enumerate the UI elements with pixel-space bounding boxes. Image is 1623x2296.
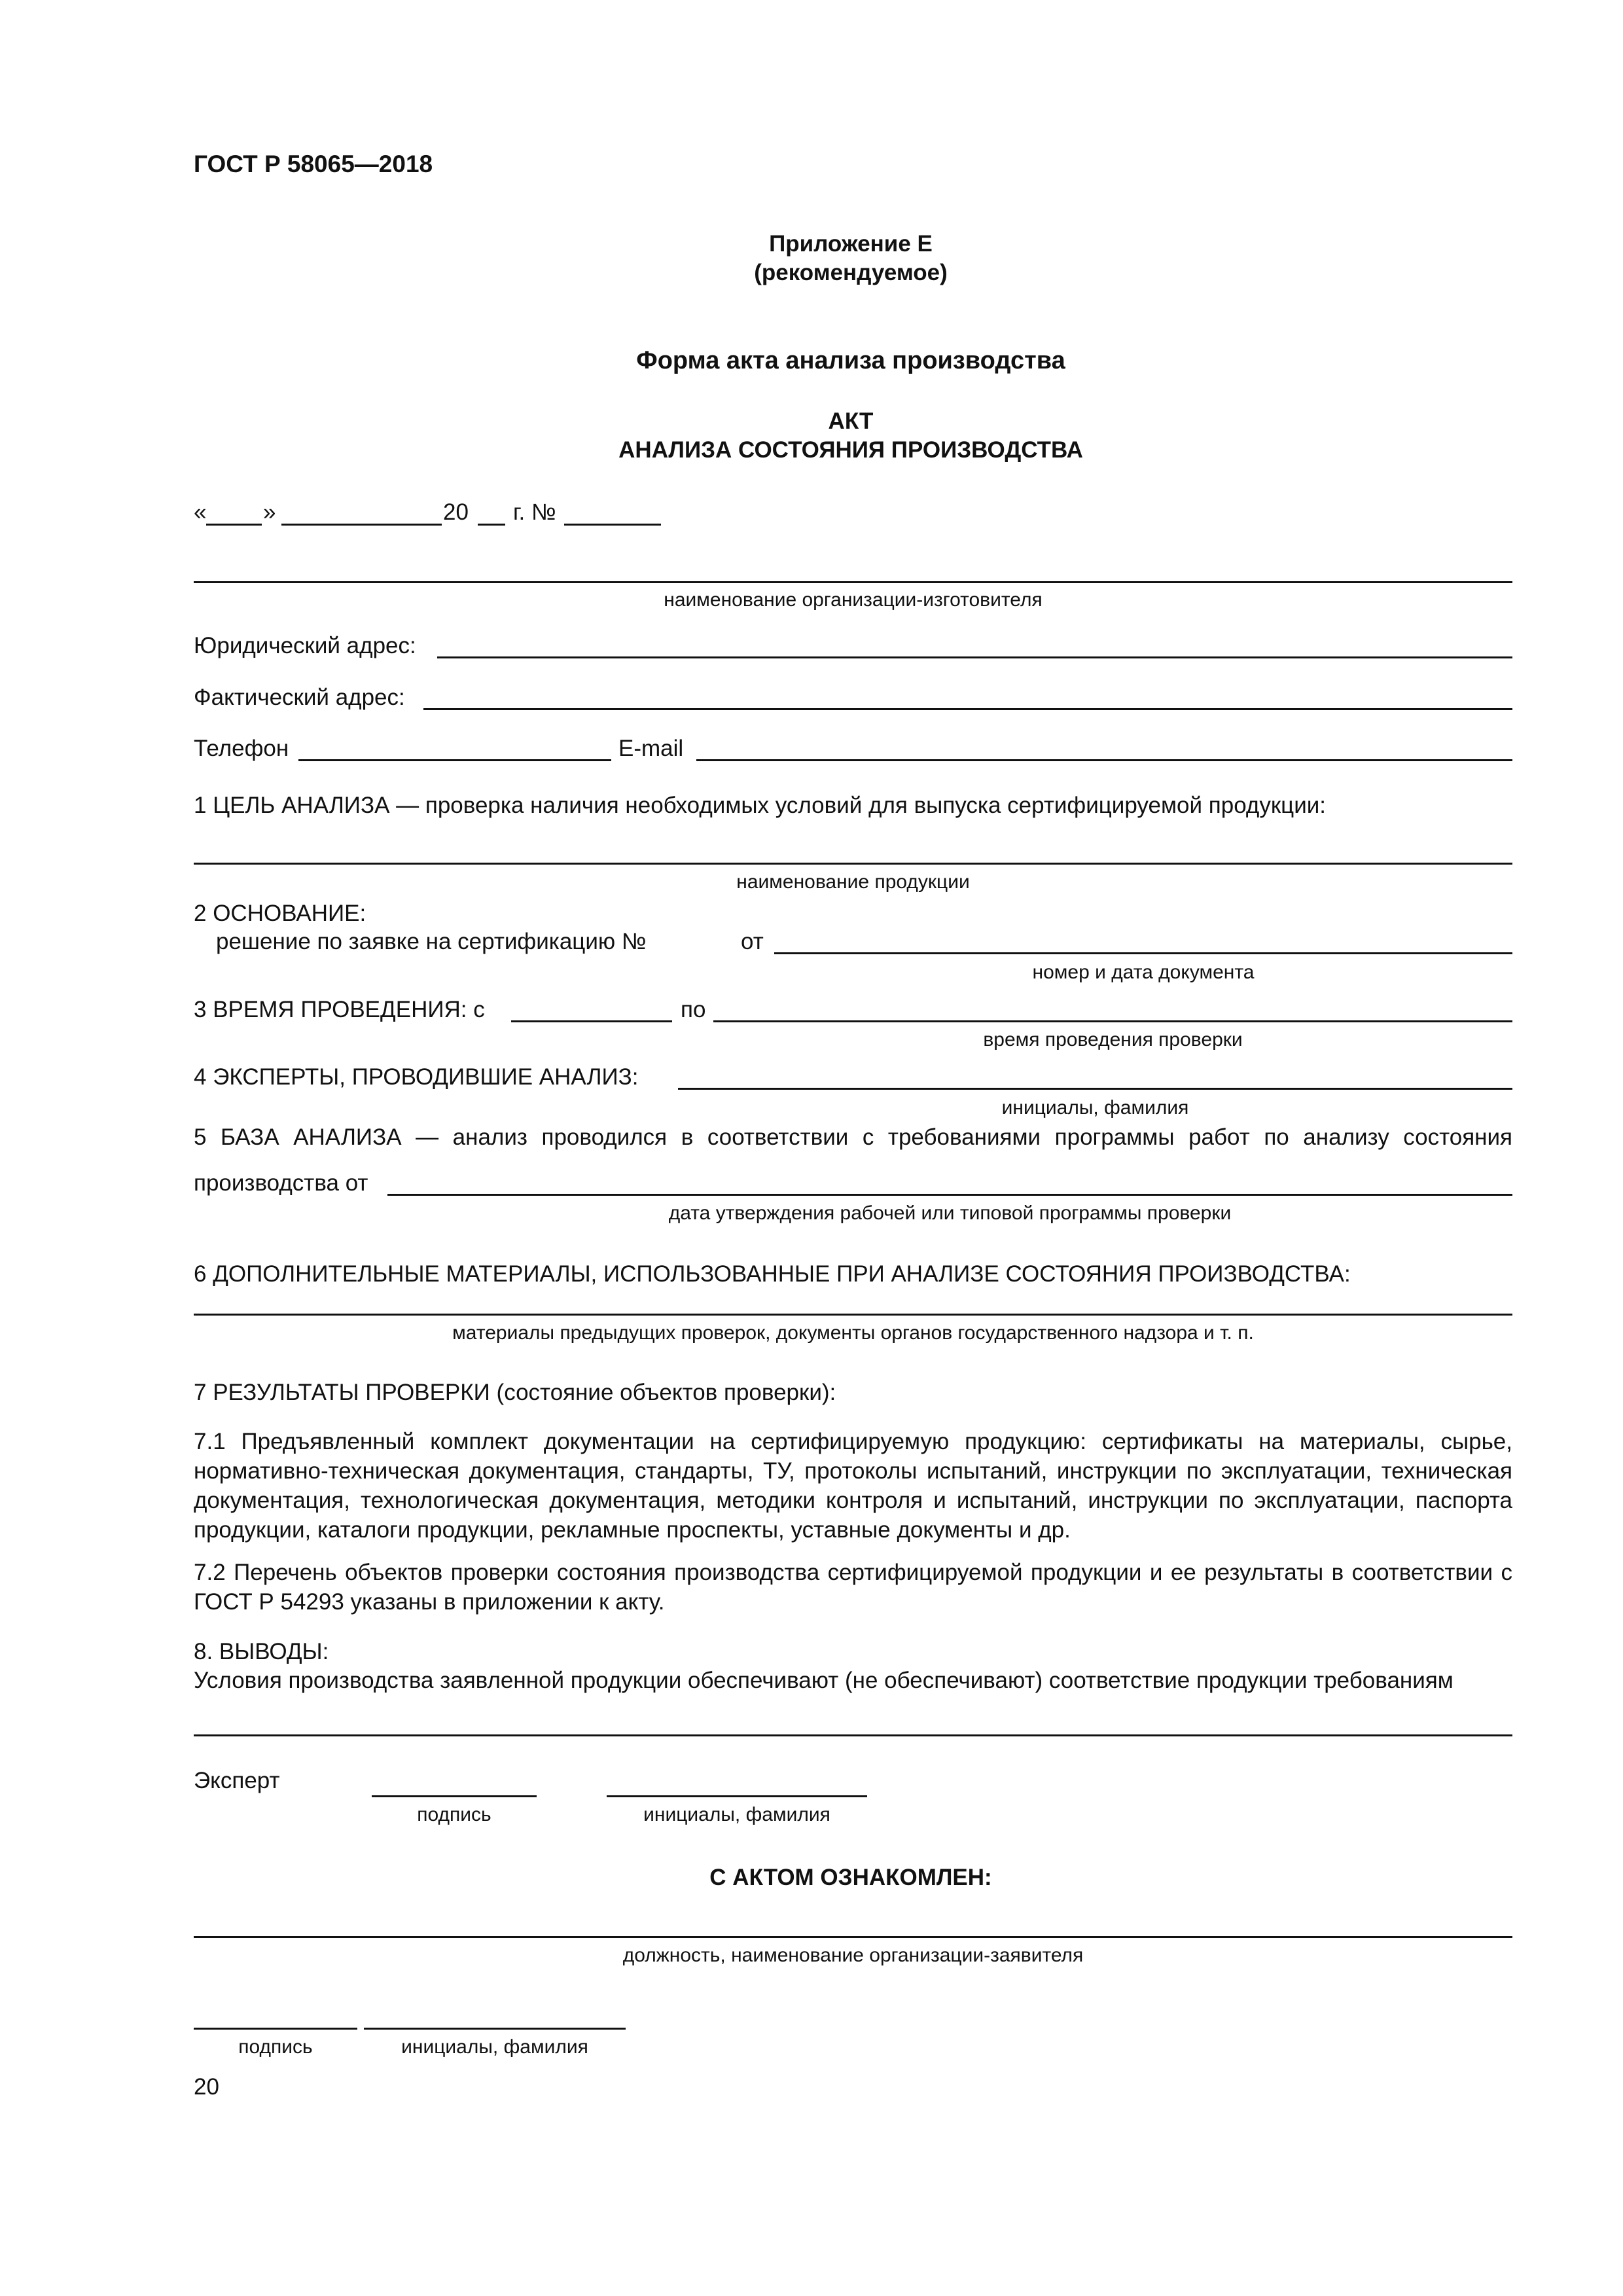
- inspection-time-caption: время проведения проверки: [983, 1029, 1243, 1050]
- appendix-title: Приложение Е: [769, 231, 933, 257]
- page-number: 20: [194, 2074, 219, 2100]
- expert-label: Эксперт: [194, 1768, 280, 1793]
- section-4-label: 4 ЭКСПЕРТЫ, ПРОВОДИВШИЕ АНАЛИЗ:: [194, 1064, 639, 1090]
- organization-name-line[interactable]: [194, 581, 1512, 583]
- applicant-name-caption: инициалы, фамилия: [401, 2036, 588, 2058]
- act-title-line2: АНАЛИЗА СОСТОЯНИЯ ПРОИЗВОДСТВА: [618, 437, 1083, 463]
- act-number-blank[interactable]: [564, 524, 661, 526]
- acknowledged-title: С АКТОМ ОЗНАКОМЛЕН:: [709, 1865, 992, 1890]
- conclusion-line[interactable]: [194, 1734, 1512, 1736]
- legal-address-field[interactable]: [437, 656, 1512, 658]
- section-2-title: 2 ОСНОВАНИЕ:: [194, 901, 366, 926]
- section-2-text: решение по заявке на сертификацию №: [216, 929, 647, 954]
- additional-materials-line[interactable]: [194, 1314, 1512, 1316]
- section-2-from: от: [741, 929, 764, 954]
- section-5-label: производства от: [194, 1170, 368, 1196]
- section-8-text: Условия производства заявленной продукции обеспечивают (не обеспечивают) соответствие продукции требованиям: [194, 1668, 1454, 1693]
- product-name-caption: наименование продукции: [736, 871, 970, 893]
- actual-address-field[interactable]: [423, 708, 1512, 710]
- product-name-line[interactable]: [194, 863, 1512, 865]
- expert-name-caption: инициалы, фамилия: [643, 1804, 830, 1825]
- date-close-quote: »: [263, 499, 276, 525]
- section-7-title: 7 РЕЗУЛЬТАТЫ ПРОВЕРКИ (состояние объектов проверки):: [194, 1380, 836, 1405]
- program-date-caption: дата утверждения рабочей или типовой программы проверки: [668, 1202, 1232, 1224]
- program-date-field[interactable]: [387, 1194, 1512, 1196]
- year-blank[interactable]: [478, 524, 505, 526]
- act-title-line1: АКТ: [828, 408, 874, 434]
- expert-signature-field[interactable]: [372, 1795, 537, 1797]
- section-6-text: 6 ДОПОЛНИТЕЛЬНЫЕ МАТЕРИАЛЫ, ИСПОЛЬЗОВАННЫЕ ПРИ АНАЛИЗЕ СОСТОЯНИЯ ПРОИЗВОДСТВА:: [194, 1261, 1351, 1287]
- email-label: E-mail: [618, 736, 684, 761]
- section-5-text: 5 БАЗА АНАЛИЗА — анализ проводился в соответствии с требованиями программы работ по анализу состояния: [194, 1124, 1512, 1150]
- number-label: г. №: [513, 499, 556, 525]
- date-open-quote: «: [194, 499, 207, 525]
- standard-designation: ГОСТ Р 58065—2018: [194, 151, 433, 177]
- section-7-2-paragraph: 7.2 Перечень объектов проверки состояния производства сертифицируемой продукции и ее результаты в соответствии с ГОСТ Р 54293 указаны в приложении к акту.: [194, 1560, 1512, 1615]
- actual-address-label: Фактический адрес:: [194, 685, 405, 710]
- day-blank[interactable]: [206, 524, 262, 526]
- end-date-field[interactable]: [713, 1020, 1512, 1022]
- year-prefix: 20: [443, 499, 469, 525]
- phone-label: Телефон: [194, 736, 289, 761]
- applicant-name-field[interactable]: [364, 2028, 626, 2030]
- experts-caption: инициалы, фамилия: [1001, 1097, 1189, 1119]
- month-blank[interactable]: [281, 524, 442, 526]
- applicant-position-line[interactable]: [194, 1936, 1512, 1938]
- applicant-signature-caption: подпись: [238, 2036, 313, 2058]
- organization-caption: наименование организации-изготовителя: [664, 589, 1043, 611]
- additional-materials-caption: материалы предыдущих проверок, документы органов государственного надзора и т. п.: [452, 1322, 1254, 1344]
- phone-field[interactable]: [298, 759, 611, 761]
- experts-field[interactable]: [678, 1088, 1512, 1090]
- document-number-date-caption: номер и дата документа: [1032, 961, 1255, 983]
- applicant-signature-field[interactable]: [194, 2028, 357, 2030]
- start-date-field[interactable]: [511, 1020, 672, 1022]
- section-8-title: 8. ВЫВОДЫ:: [194, 1639, 329, 1664]
- section-1-text: 1 ЦЕЛЬ АНАЛИЗА — проверка наличия необходимых условий для выпуска сертифицируемой продукции:: [194, 793, 1327, 818]
- section-7-1-paragraph: 7.1 Предъявленный комплект документации на сертифицируемую продукцию: сертификаты на материалы, сырье, нормативно-техническая документация, стандарты, ТУ, протоколы испытаний, инструкции по эксплуатации, техническая документация, технологическая документация, методики контроля и испытаний, инструкции по эксплуатации, паспорта продукции, каталоги продукции, рекламные проспекты, уставные документы и др.: [194, 1429, 1512, 1543]
- expert-name-field[interactable]: [607, 1795, 867, 1797]
- applicant-position-caption: должность, наименование организации-заявителя: [622, 1945, 1084, 1966]
- appendix-status: (рекомендуемое): [754, 260, 948, 285]
- section-3-to: по: [681, 997, 706, 1022]
- document-number-date-field[interactable]: [774, 952, 1512, 954]
- expert-signature-caption: подпись: [417, 1804, 491, 1825]
- section-3-label: 3 ВРЕМЯ ПРОВЕДЕНИЯ: с: [194, 997, 485, 1022]
- legal-address-label: Юридический адрес:: [194, 633, 416, 658]
- email-field[interactable]: [696, 759, 1512, 761]
- form-title: Форма акта анализа производства: [636, 347, 1065, 374]
